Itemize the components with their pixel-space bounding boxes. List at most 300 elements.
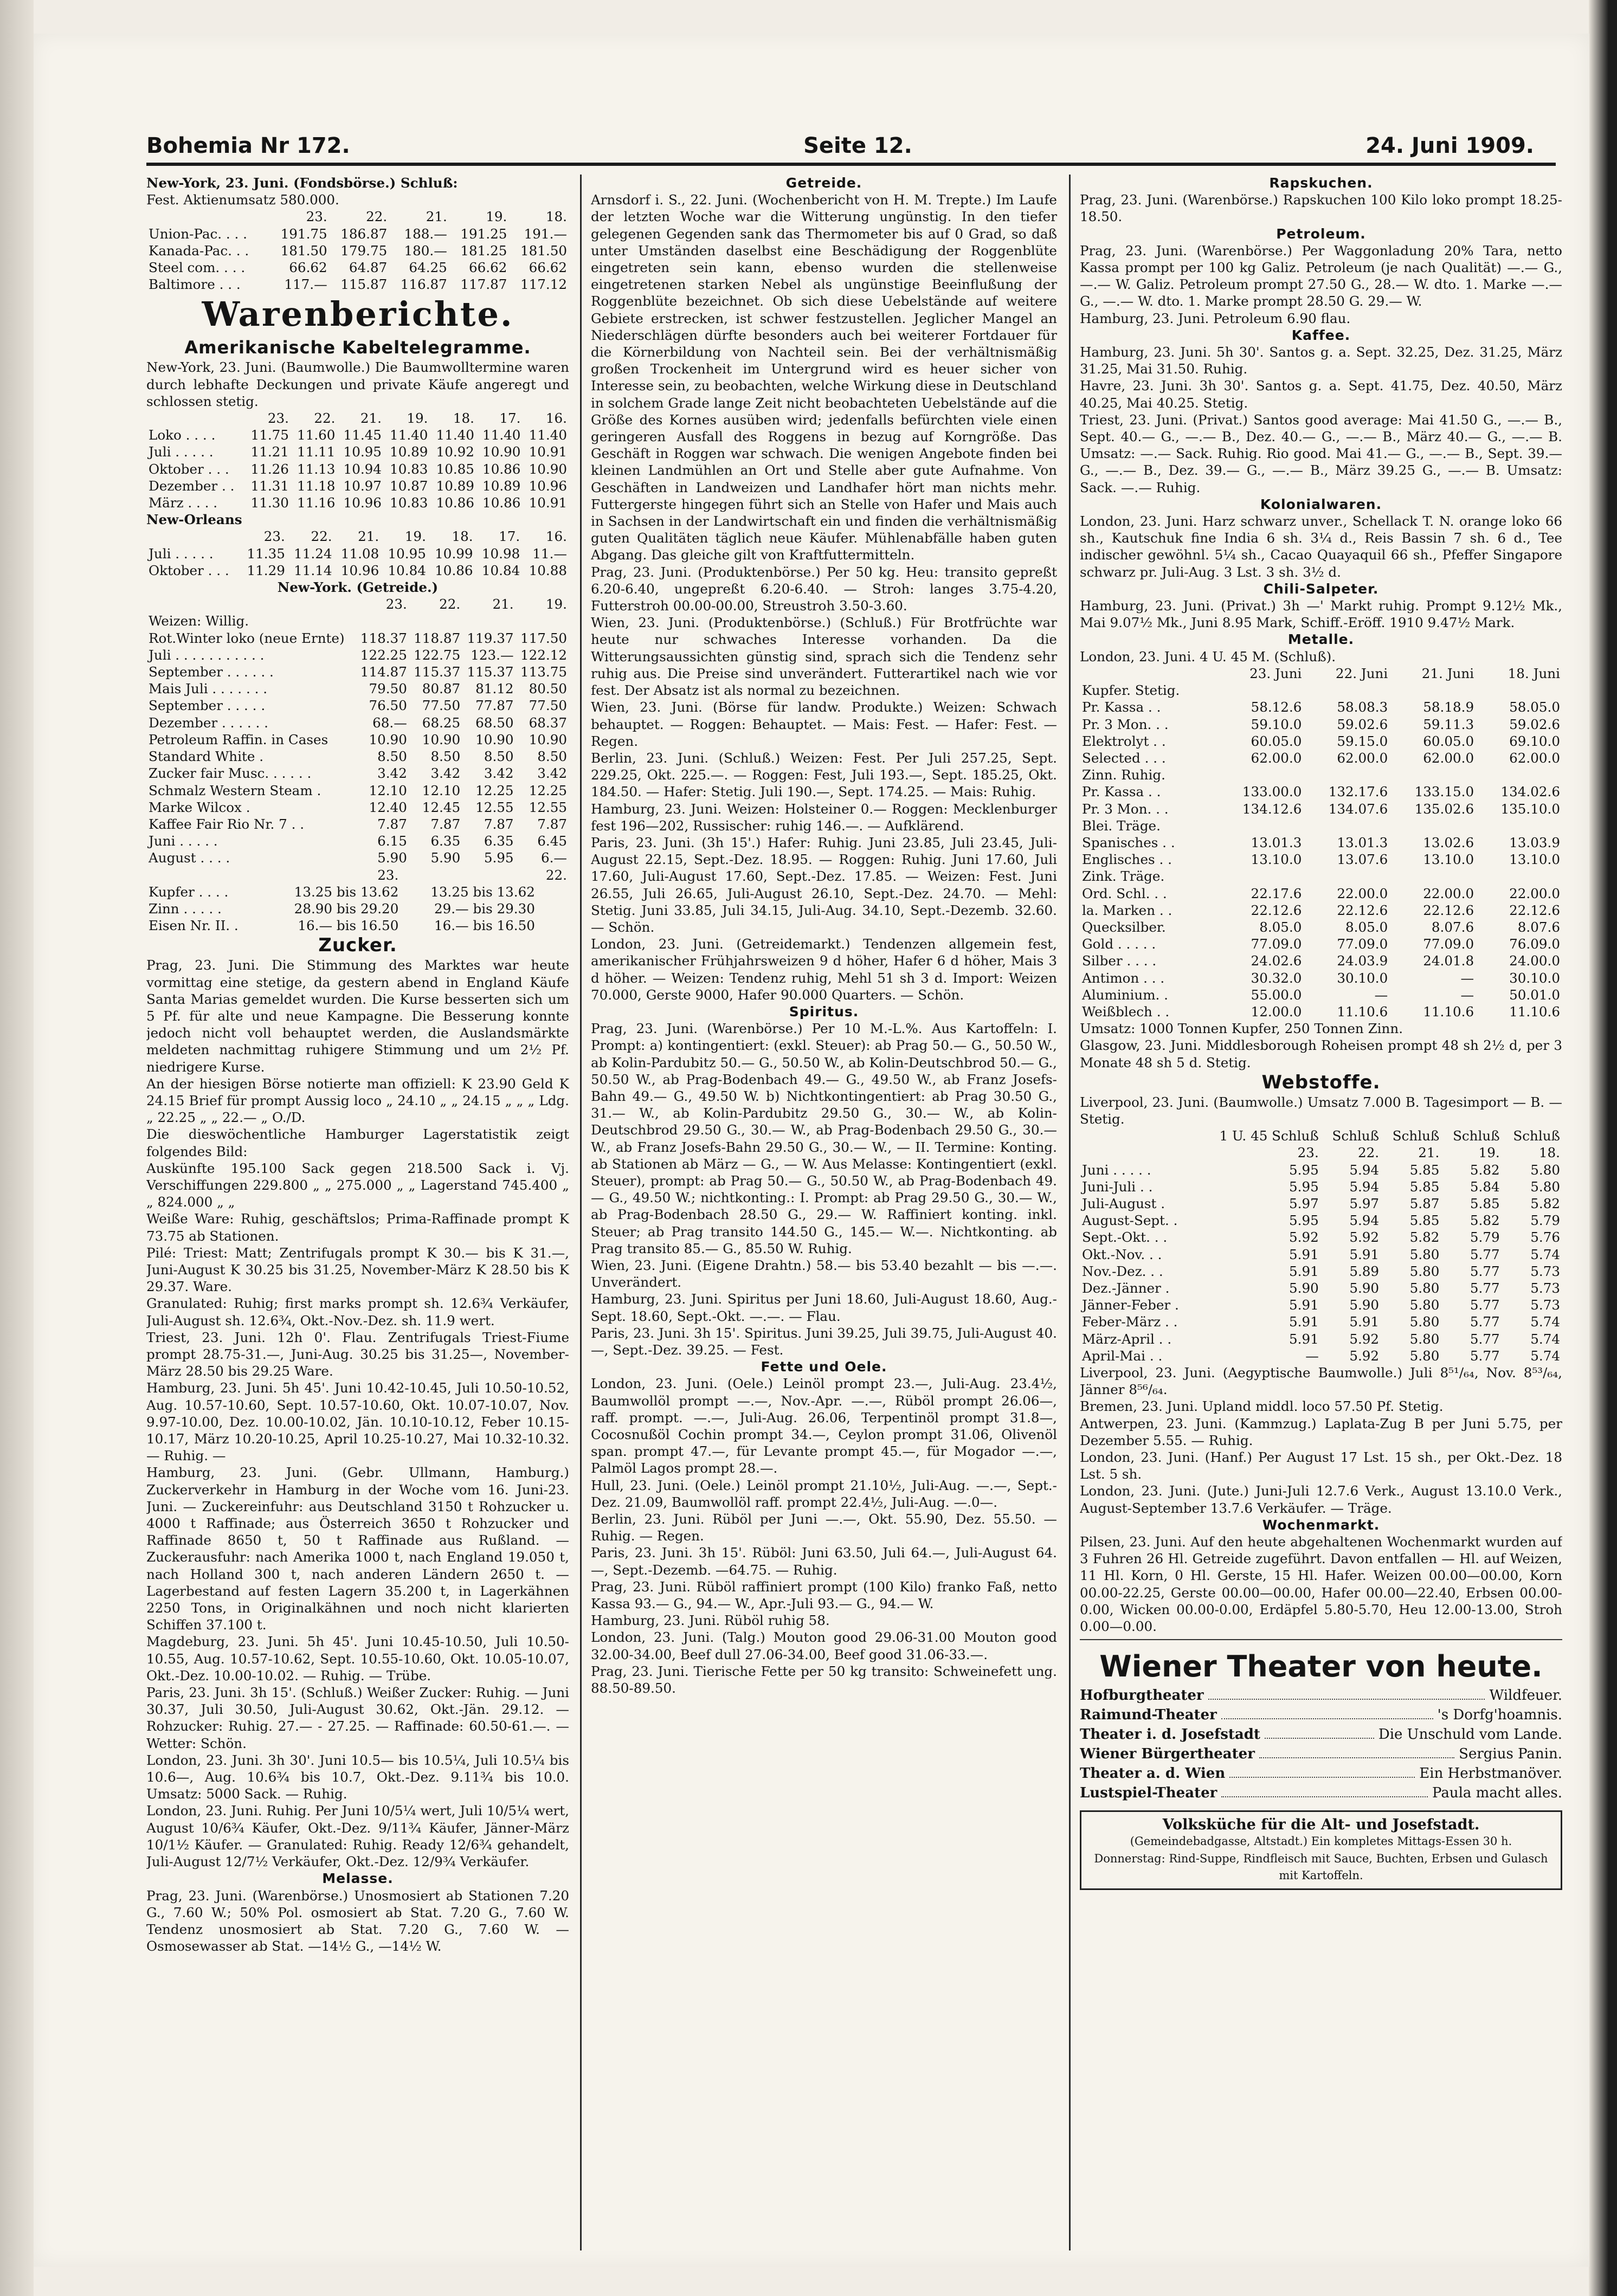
row-label: Juni . . . . . [1082, 1162, 1151, 1178]
table-cell: 76.50 [369, 698, 407, 714]
table-row [146, 259, 569, 276]
table-cell: 10.97 [343, 478, 382, 494]
row-label: Oktober . . . [149, 461, 229, 477]
table-cell: 117.12 [520, 276, 567, 293]
table-row [146, 242, 569, 259]
paragraph: Hamburg, 23. Juni. Petroleum 6.90 flau. [1080, 310, 1351, 326]
table-cell: 5.80 [1409, 1314, 1440, 1330]
table-cell: 12.55 [529, 799, 567, 815]
kaffee-paragraphs [1080, 344, 1562, 496]
table-head-row [1080, 1127, 1562, 1144]
table-cell: 30.10.0 [1509, 970, 1560, 986]
row-label: Dezember . . . . . . [149, 714, 268, 731]
theater-name: Hofburgtheater [1080, 1687, 1204, 1704]
row-label: Quecksilber. [1082, 919, 1166, 935]
table-cell: 5.74 [1530, 1246, 1560, 1262]
table-cell: 8.05.0 [1259, 919, 1302, 935]
table-head-cell [1080, 1144, 1199, 1161]
table-cell: 62.00.0 [1423, 750, 1474, 766]
table-cell: 55.00.0 [1251, 986, 1302, 1003]
table-row [146, 714, 569, 731]
row-label: Pr. 3 Mon. . . [1082, 801, 1169, 817]
table-cell: 6.15 [377, 833, 407, 849]
leader-dots [1265, 1725, 1374, 1739]
table-cell: 77.09.0 [1423, 936, 1474, 952]
table-cell: 22.12.6 [1337, 902, 1388, 918]
table-cell: 80.50 [529, 681, 567, 697]
table-cell: 3.42 [484, 765, 514, 782]
table-cell: 10.87 [390, 478, 428, 494]
column-divider [1069, 175, 1071, 2250]
table-cell: 5.74 [1530, 1331, 1560, 1347]
table-row [146, 427, 569, 443]
table-cell: 22.12.6 [1423, 902, 1474, 918]
table-cell: 10.95 [388, 545, 426, 562]
table-cell: 22.12.6 [1509, 902, 1560, 918]
table-cell: 5.91 [1289, 1297, 1319, 1313]
theater-name: Theater i. d. Josefstadt [1080, 1726, 1260, 1743]
paragraph: Prag, 23. Juni. (Warenbörse.) Per Waggonladung 20% Tara, netto Kassa prompt per 100 kg Galiz. Petroleum (je nach Qualität) —.— G., —.— W. Galiz. Petroleum prompt 27.50 G., 28.— W. dto. 1. Marke —.— G., —.— W. dto. 1. Marke prompt 28.50 G. 29.— W. [1080, 242, 1562, 309]
table-cell: 5.85 [1409, 1178, 1440, 1195]
table-row [1080, 986, 1562, 1003]
table-head-cell: 23. [377, 867, 399, 883]
table-cell: 24.01.8 [1423, 953, 1474, 969]
table-row [1080, 1280, 1562, 1297]
table-cell [1218, 817, 1304, 834]
table-head-cell: 16. [545, 410, 567, 427]
kolonial-paragraph: London, 23. Juni. Harz schwarz unver., Schellack T. N. orange loko 66 sh., Kautschuk fine India 6 sh. 3¼ d., Reis Bassin 7 sh. 6 d., Tee indischer gewöhnl. 5¼ sh., Cacao Quayaquil 66 sh., Pfeffer Singapore schwarz pr. Juli-Aug. 3 Lst. 3 sh. 3½ d. [1080, 513, 1562, 580]
theater-name: Theater a. d. Wien [1080, 1765, 1226, 1782]
table-cell: 5.97 [1349, 1195, 1380, 1211]
table-head-cell: 21. [1418, 1145, 1440, 1161]
paragraph: London, 23. Juni. 3h 30'. Juni 10.5— bis 10.5¼, Juli 10.5¼ bis 10.6—, Aug. 10.6¾ bis 10.7, Okt.-Dez. 9.11¾ bis 10.0. Umsatz: 5000 Sack. — Ruhig. [146, 1752, 569, 1802]
table-cell: 12.25 [475, 782, 514, 798]
table-row [146, 917, 569, 934]
table-cell: 12.40 [369, 799, 407, 815]
paragraph: London, 23. Juni. (Talg.) Mouton good 29.06-31.00 Mouton good 32.00-34.00, Beef dull 27.06-34.00, Beef good 31.06-33.—. [591, 1629, 1057, 1662]
section-title-rapskuchen: Rapskuchen. [1269, 175, 1373, 191]
leader-dots [1229, 1764, 1415, 1778]
paragraph: London, 23. Juni. Ruhig. Per Juni 10/5¼ wert, Juli 10/5¼ wert, August 10/6¾ Käufer, Okt.-Dez. 9/11¾ Käufer, Jänner-März 10/1½ Käufer. — Granulated: Ruhig. Ready 12/6¾ gehandelt, Juli-August 12/7½ Verkäufer, Okt.-Dez. 12/9¾ Verkäufer. [146, 1803, 569, 1870]
table-cell: 5.95 [1289, 1162, 1319, 1178]
table-cell: 81.12 [475, 681, 514, 697]
table-cell: 5.90 [377, 850, 407, 866]
paragraph: London, 23. Juni. (Oele.) Leinöl prompt 23.—, Juli-Aug. 23.4½, Baumwollöl prompt —.—, Nov.-Apr. —.—, Rüböl prompt 26.06—, raff. prompt. —.—, Juli-Aug. 26.06, Terpentinöl prompt 31.8—, Cocosnußöl Cochin prompt 34.—, Ceylon prompt 31.06, Olivenöl span. prompt 47.—, für Levante prompt 45.—, für Mogador —.—, Palmöl Lagos prompt 28.—. [591, 1376, 1057, 1476]
table-cell: — [1305, 1347, 1319, 1364]
table-cell [356, 612, 409, 629]
zucker-paragraphs [146, 957, 569, 1870]
table-cell: 188.— [404, 225, 447, 242]
table-cell: 11.— [532, 545, 567, 562]
table-row [146, 782, 569, 799]
table-cell: 10.89 [390, 444, 428, 460]
table-cell: 10.94 [343, 461, 382, 477]
row-label: Weizen: Willig. [149, 613, 249, 629]
paragraph: Paris, 23. Juni. (3h 15'.) Hafer: Ruhig. Juni 23.85, Juli 23.45, Juli-August 22.15, Sept.-Dez. 18.95. — Roggen: Ruhig. Juni 17.60, Juli 17.60, Juli-August 17.60, Sept.-Dez. 17.85. — Weizen: Fest. Juni 26.55, Juli 26.65, Juli-August 26.10, Sept.-Dez. 24.70. — Mehl: Stetig. Juni 33.85, Juli 34.15, Juli-Aug. 34.10, Sept.-Dezemb. 32.60. — Schön. [591, 834, 1057, 935]
webstoffe-paragraphs [1080, 1364, 1562, 1517]
table-cell: 5.94 [1349, 1178, 1380, 1195]
table-cell: 13.03.9 [1509, 834, 1560, 850]
table-cell: 77.87 [475, 698, 514, 714]
table-cell: 6.45 [537, 833, 567, 849]
melasse-paragraph: Prag, 23. Juni. (Warenbörse.) Unosmosiert ab Stationen 7.20 G., 7.60 W.; 50% Pol. osmosiert ab Stat. 7.20 G., 7.60 W. Tendenz unosmosiert ab Stat. 7.20 G., 7.60 W. — Osmosewasser ab Stat. —14½ G., —14½ W. [146, 1887, 569, 1955]
table-head-cell: 23. [267, 410, 289, 427]
paragraph: London, 23. Juni. (Hanf.) Per August 17 Lst. 15 sh., per Okt.-Dez. 18 Lst. 5 sh. [1080, 1449, 1562, 1482]
table-cell: 69.10.0 [1509, 733, 1560, 749]
table-cell: 10.96 [343, 495, 382, 511]
table-cell: 22.17.6 [1251, 885, 1302, 901]
section-title-webstoffe: Webstoffe. [1261, 1071, 1381, 1093]
table-cell: 133.15.0 [1414, 784, 1474, 800]
table-row [1080, 750, 1562, 766]
table-cell: 7.87 [484, 816, 514, 832]
table-cell: 59.10.0 [1251, 716, 1302, 732]
table-cell: — [1460, 970, 1474, 986]
table-row [1080, 1229, 1562, 1246]
table-cell: 30.32.0 [1251, 970, 1302, 986]
table-cell: 5.85 [1409, 1213, 1440, 1229]
row-label: Pr. Kassa . . [1082, 784, 1161, 800]
theater-row [1080, 1705, 1562, 1725]
table-cell: 10.89 [436, 478, 474, 494]
table-cell: 58.12.6 [1251, 699, 1302, 715]
grain-table [146, 596, 569, 866]
paragraph: Berlin, 23. Juni. (Schluß.) Weizen: Fest. Per Juli 257.25, Sept. 229.25, Okt. 225.—. — Roggen: Fest, Juli 193.—, Sept. 185.25, Okt. 184.50. — Hafer: Stetig. Juli 190.—, Sept. 174.25. — Mais: Ruhig. [591, 750, 1057, 800]
table-cell: 66.62 [289, 260, 327, 276]
row-label: Steel com. . . . [149, 260, 246, 276]
paragraph: Hamburg, 23. Juni. (Gebr. Ullmann, Hamburg.) Zuckerverkehr in Hamburg in der Woche vom 16. Juni-23. Juni. — Zuckereinfuhr: aus Deutschland 3150 t Rohzucker u. 4000 t Raffinade; aus Österreich 3650 t Rohzucker und Raffinade 8650 t, 50 t Raffinade aus Rußland. —Zuckerausfuhr: nach Amerika 1000 t, nach England 19.050 t, nach Holland 300 t, nach anderen Ländern 2650 t. — Lagerbestand auf festen Lagern 35.200 t, in Lagerkähnen 2250 Tons, in Originalkähnen und noch nicht klarierten Schiffen 37.100 t. [146, 1465, 569, 1633]
row-label: Rot.Winter loko (neue Ernte) [149, 630, 345, 646]
table-head-cell: 19. [1478, 1145, 1500, 1161]
table-cell: 10.84 [481, 562, 520, 578]
table-cell: 5.91 [1349, 1314, 1380, 1330]
table-cell: 10.90 [369, 731, 407, 747]
table-head-cell: Schluß [1453, 1128, 1500, 1144]
table-cell: 116.87 [400, 276, 447, 293]
row-label: Okt.-Nov. . . [1082, 1246, 1162, 1262]
table-cell: 64.25 [409, 260, 447, 276]
table-cell: 11.45 [343, 427, 382, 443]
table-head-cell: 19. [404, 528, 426, 545]
table-cell: 13.02.6 [1423, 834, 1474, 850]
paragraph: Paris, 23. Juni. 3h 15'. Rüböl: Juni 63.50, Juli 64.—, Juli-August 64.—, Sept.-Dezemb. —64.75. — Ruhig. [591, 1545, 1057, 1578]
table-cell: 5.95 [1289, 1213, 1319, 1229]
liverpool-intro: Liverpool, 23. Juni. (Baumwolle.) Umsatz 7.000 B. Tagesimport — B. — Stetig. [1080, 1094, 1562, 1127]
table-head-cell: 22. Juni [1335, 665, 1388, 681]
section-title-getreide: Getreide. [785, 175, 862, 191]
table-row [1080, 733, 1562, 750]
table-cell: 29.— bis 29.30 [434, 900, 535, 917]
table-cell: 11.30 [250, 495, 289, 511]
table-cell: 77.50 [529, 698, 567, 714]
table-cell: 13.07.6 [1337, 852, 1388, 868]
table-cell: 10.90 [529, 461, 567, 477]
table-cell: 5.97 [1289, 1195, 1319, 1211]
table-cell: 115.37 [414, 664, 461, 680]
table-cell: 66.62 [529, 260, 567, 276]
table-cell: 122.12 [520, 647, 567, 663]
table-cell: 10.90 [482, 444, 521, 460]
table-row [146, 276, 569, 293]
table-cell: 12.10 [369, 782, 407, 798]
paragraph: Triest, 23. Juni. (Privat.) Santos good average: Mai 41.50 G., —.— B., Sept. 40.— G., —.— B., Dez. 40.— G., —.— B., März 40.— G., —.— B. Umsatz: —.— Sack. Ruhig. Rio good. Mai 41.— G., —.— B., Sept. 39.— G., —.— B., Dez. 39.— G., —.— B., März 39.25 G., —.— B. Umsatz: Sack. —.— Ruhig. [1080, 411, 1562, 495]
table-cell: 8.50 [484, 749, 514, 765]
theater-row [1080, 1764, 1562, 1783]
header-right: 24. Juni 1909. [1365, 133, 1534, 158]
table-cell: 115.87 [340, 276, 388, 293]
table-cell: 5.77 [1470, 1331, 1500, 1347]
paragraph: Prag, 23. Juni. Rüböl raffiniert prompt (100 Kilo) franko Faß, netto Kassa 93.— G., 94.— W., Apr.-Juli 93.— G., 94.— W. [591, 1578, 1057, 1612]
table-row [1080, 1212, 1562, 1229]
table-cell: 11.10.6 [1337, 1003, 1388, 1020]
table-cell: 3.42 [377, 765, 407, 782]
row-label: Zinn . . . . . [149, 900, 222, 917]
row-label: Marke Wilcox . [149, 799, 250, 815]
table-cell: 13.01.3 [1337, 834, 1388, 850]
table-row [1080, 885, 1562, 902]
table-cell: 5.77 [1470, 1280, 1500, 1296]
table-cell: 11.40 [436, 427, 474, 443]
row-label: la. Marken . . [1082, 902, 1173, 918]
table-cell: 8.07.6 [1517, 919, 1560, 935]
table-row [146, 225, 569, 242]
table-cell: 5.92 [1349, 1229, 1380, 1246]
theater-list [1080, 1686, 1562, 1803]
table-cell: 5.92 [1349, 1347, 1380, 1364]
leader-dots [1221, 1705, 1433, 1719]
table-row [146, 849, 569, 866]
fette-paragraphs [591, 1375, 1057, 1697]
paragraph: Prag, 23. Juni. (Produktenbörse.) Per 50 kg. Heu: transito gepreßt 6.20-6.40, ungepreßt 6.20-6.40. — Stroh: langes 3.75-4.20, Futterstroh 00.00-00.00, Streustroh 3.50-3.60. [591, 564, 1057, 614]
table-cell: 11.40 [529, 427, 567, 443]
table-cell: 28.90 bis 29.20 [294, 900, 399, 917]
scan-edge-right [1589, 0, 1617, 2296]
table-cell: 11.24 [294, 545, 332, 562]
column-2 [591, 175, 1057, 2250]
table-cell: 5.90 [1349, 1280, 1380, 1296]
divider-rule [1080, 1639, 1562, 1640]
table-head-cell: 23. [263, 528, 285, 545]
table-row [146, 630, 569, 647]
play-title: Paula macht alles. [1432, 1785, 1562, 1802]
table-cell: 8.50 [377, 749, 407, 765]
table-cell: 123.— [471, 647, 514, 663]
paragraph: Hamburg, 23. Juni. 5h 30'. Santos g. a. Sept. 32.25, Dez. 31.25, März 31.25, Mai 31.50. Ruhig. [1080, 344, 1562, 377]
table-cell: 59.02.6 [1509, 716, 1560, 732]
section-title-melasse: Melasse. [322, 1871, 394, 1887]
table-head-cell: 19. [407, 410, 428, 427]
table-cell: 10.91 [529, 495, 567, 511]
orleans-label: New-Orleans [146, 512, 242, 528]
table-cell: 11.26 [250, 461, 289, 477]
table-cell [1304, 868, 1390, 885]
paragraph: Weiße Ware: Ruhig, geschäftslos; Prima-Raffinade prompt K 73.75 ab Stationen. [146, 1211, 569, 1244]
table-cell: 10.95 [343, 444, 382, 460]
paragraph: Pilé: Triest: Matt; Zentrifugals prompt K 30.— bis K 31.—, Juni-August K 30.25 bis 31.25, November-März K 28.50 bis K 29.37. Ware. [146, 1244, 569, 1295]
table-cell: 62.00.0 [1509, 750, 1560, 766]
paragraph: Hamburg, 23. Juni. Spiritus per Juni 18.60, Juli-August 18.60, Aug.-Sept. 18.60, Sept.-Okt. —.—. — Flau. [591, 1291, 1057, 1324]
ny-stock-line2: Fest. Aktienumsatz 580.000. [146, 192, 339, 208]
table-head-cell: Schluß [1332, 1128, 1380, 1144]
table-cell: 66.62 [468, 260, 507, 276]
table-cell [1390, 868, 1476, 885]
row-label: Zinn. Ruhig. [1082, 767, 1165, 783]
table-cell: 5.77 [1470, 1314, 1500, 1330]
table-cell: 7.87 [430, 816, 461, 832]
table-cell: 76.09.0 [1509, 936, 1560, 952]
table-row [1080, 902, 1562, 919]
cotton-intro: New-York, 23. Juni. (Baumwolle.) Die Baumwolltermine waren durch lebhafte Deckungen und private Käufe angeregt und schlossen stetig. [146, 359, 569, 409]
table-cell: 12.55 [475, 799, 514, 815]
table-cell: 68.— [372, 714, 407, 731]
paragraph: Wien, 23. Juni. (Produktenbörse.) (Schluß.) Für Brotfrüchte war heute nur schwaches Interesse vorhanden. Da die Witterungsaussichten günstig sind, sprach sich die Tendenz sehr ruhig aus. Die Preise sind unverändert. Futterartikel nach wie vor fest. Der Absatz ist als normal zu bezeichnen. [591, 615, 1057, 699]
table-cell: 5.87 [1409, 1195, 1440, 1211]
row-label: Zucker fair Musc. . . . . . [149, 765, 312, 782]
table-cell: 62.00.0 [1337, 750, 1388, 766]
table-cell: 24.00.0 [1509, 953, 1560, 969]
table-row [146, 562, 569, 579]
petroleum-paragraphs [1080, 242, 1562, 327]
table-cell: 5.80 [1530, 1162, 1560, 1178]
table-cell [1476, 868, 1562, 885]
paragraph: Auskünfte 195.100 Sack gegen 218.500 Sack i. Vj. Verschiffungen 229.800 „ „ 275.000 „ „ Lagerstand 745.400 „ „ 824.000 „ „ [146, 1160, 569, 1210]
table-cell: 119.37 [467, 630, 514, 646]
table-cell: 5.77 [1470, 1347, 1500, 1364]
table-cell: 5.90 [1349, 1297, 1380, 1313]
table-row [1080, 716, 1562, 733]
table-cell: 5.77 [1470, 1297, 1500, 1313]
row-label: Juni-Juli . . [1082, 1178, 1153, 1195]
table-cell [1304, 817, 1390, 834]
table-cell: 10.85 [436, 461, 474, 477]
table-row [146, 461, 569, 478]
table-cell: 12.00.0 [1251, 1003, 1302, 1020]
row-label: März . . . . [149, 495, 218, 511]
table-row [1080, 936, 1562, 952]
row-label: Jänner-Feber . [1082, 1297, 1179, 1313]
volk-title: Volksküche für die Alt- und Josefstadt. [1162, 1816, 1480, 1834]
theater-name: Lustspiel-Theater [1080, 1785, 1217, 1802]
row-label: Kaffee Fair Rio Nr. 7 . . [149, 816, 305, 832]
wochenmarkt-paragraph: Pilsen, 23. Juni. Auf den heute abgehaltenen Wochenmarkt wurden auf 3 Fuhren 26 Hl. Getreide zugeführt. Davon entfallen — Hl. auf Weizen, 11 Hl. Korn, 0 Hl. Gerste, 15 Hl. Hafer. Weizen 00.00—00.00, Korn 00.00-22.25, Gerste 00.00—00.00, Hafer 00.00—22.40, Erbsen 00.00-0.00, Wicken 00.00-0.00, Erdäpfel 5.80-5.70, Heu 12.00-13.00, Stroh 0.00—0.00. [1080, 1534, 1562, 1635]
table-row [1080, 1263, 1562, 1280]
table-cell: 117.50 [520, 630, 567, 646]
table-cell: 64.87 [349, 260, 388, 276]
table-head-cell: 23. [1297, 1145, 1319, 1161]
table-cell: 10.89 [482, 478, 521, 494]
row-label: Juli-August . [1082, 1195, 1165, 1211]
table-head-cell: 18. [545, 209, 567, 225]
table-row [1080, 1195, 1562, 1212]
row-label: Pr. 3 Mon. . . [1082, 716, 1169, 732]
table-cell: 62.00.0 [1251, 750, 1302, 766]
table-cell: 10.88 [529, 562, 567, 578]
table-cell: 30.10.0 [1337, 970, 1388, 986]
table-cell [1390, 766, 1476, 783]
row-label: August-Sept. . [1082, 1213, 1178, 1229]
table-cell: 5.91 [1289, 1331, 1319, 1347]
table-row [146, 494, 569, 511]
table-cell: 5.94 [1349, 1162, 1380, 1178]
table-cell: 122.25 [360, 647, 407, 663]
play-title: Wildfeuer. [1489, 1687, 1562, 1704]
ny-stock-table [146, 208, 569, 293]
table-cell: 10.83 [390, 495, 428, 511]
table-cell: 5.76 [1530, 1229, 1560, 1246]
table-cell [462, 612, 516, 629]
table-row [146, 748, 569, 765]
row-label: Eisen Nr. II. . [149, 918, 239, 934]
table-cell: 181.25 [460, 242, 507, 259]
table-row [146, 663, 569, 680]
table-head-cell: 22. [439, 596, 461, 612]
table-cell: 5.77 [1470, 1263, 1500, 1279]
table-cell: 22.00.0 [1509, 885, 1560, 901]
section-title-chili: Chili-Salpeter. [1263, 581, 1379, 597]
table-cell [1476, 766, 1562, 783]
table-row [146, 900, 569, 917]
table-head-cell: 23. [306, 209, 327, 225]
table-cell: 58.08.3 [1337, 699, 1388, 715]
paragraph: Hamburg, 23. Juni. Rüböl ruhig 58. [591, 1613, 830, 1629]
table-cell: 10.86 [482, 495, 521, 511]
table-cell: 5.90 [430, 850, 461, 866]
scan-edge-left [0, 0, 34, 2296]
paragraph: Prag, 23. Juni. Die Stimmung des Marktes war heute vormittag eine stetige, da gestern abend in England Käufe Santa Marias gemeldet wurden. Die Kurse besserten sich um 5 Pf. für alte und neue Kampagne. Die Besserung konnte jedoch nicht voll behauptet werden, die Auslandsmärkte meldeten nachmittag ruhigere Stimmung und um 2½ Pf. niedrigere Kurse. [146, 957, 569, 1075]
table-head-cell: 21. [426, 209, 447, 225]
table-cell: 191.75 [280, 225, 327, 242]
table-cell: 7.87 [537, 816, 567, 832]
volk-line2: Donnerstag: Rind-Suppe, Rindfleisch mit Sauce, Buchten, Erbsen und Gulasch mit Kartoffeln. [1094, 1852, 1548, 1882]
row-label: August . . . . [149, 850, 230, 866]
section-subtitle-kabeltelegramme: Amerikanische Kabeltelegramme. [184, 337, 531, 358]
table-cell: 13.01.3 [1251, 834, 1302, 850]
table-row [146, 816, 569, 833]
table-cell: 5.80 [1409, 1331, 1440, 1347]
table-cell: 77.50 [422, 698, 461, 714]
section-title-fette: Fette und Oele. [761, 1359, 887, 1375]
table-cell: 5.80 [1530, 1178, 1560, 1195]
table-cell: 5.91 [1349, 1246, 1380, 1262]
row-label: Juli . . . . . [149, 444, 214, 460]
section-title-warenberichte: Warenberichte. [202, 294, 514, 334]
table-cell: 13.10.0 [1509, 852, 1560, 868]
paragraph: Wien, 23. Juni. (Börse für landw. Produkte.) Weizen: Schwach behauptet. — Roggen: Behauptet. — Mais: Fest. — Hafer: Fest. — Regen. [591, 699, 1057, 749]
table-cell: 68.25 [422, 714, 461, 731]
table-row [1080, 766, 1562, 783]
table-cell [1218, 868, 1304, 885]
section-title-kolonialwaren: Kolonialwaren. [1260, 496, 1382, 512]
table-cell: 10.99 [435, 545, 473, 562]
metalle-intro: London, 23. Juni. 4 U. 45 M. (Schluß). [1080, 648, 1336, 665]
theater-name: Raimund-Theater [1080, 1707, 1217, 1724]
row-label: April-Mai . . [1082, 1347, 1163, 1364]
table-cell: 11.40 [390, 427, 428, 443]
table-cell: — [1374, 986, 1388, 1003]
table-head-cell [1080, 1127, 1199, 1144]
page-header [146, 126, 1534, 158]
table-cell [1218, 682, 1304, 699]
paragraph: London, 23. Juni. (Getreidemarkt.) Tendenzen allgemein fest, amerikanischer Frühjahrsweizen 9 d höher, Hafer 6 d höher, Mais 3 d höher. — Weizen: Tendenz ruhig, Mehl 51 sh 3 d. Import: Weizen 70.000, Gerste 9000, Hafer 90.000 Quarters. — Schön. [591, 936, 1057, 1003]
table-cell: 10.98 [481, 545, 520, 562]
table-cell: 114.87 [360, 664, 407, 680]
paragraph: Magdeburg, 23. Juni. 5h 45'. Juni 10.45-10.50, Juli 10.50-10.55, Aug. 10.57-10.62, Sept. 10.55-10.60, Okt. 10.05-10.07, Okt.-Dez. 10.00-10.02. — Ruhig. — Trübe. [146, 1634, 569, 1684]
paragraph: Berlin, 23. Juni. Rüböl per Juni —.—, Okt. 55.90, Dez. 55.50. — Ruhig. — Regen. [591, 1511, 1057, 1544]
table-cell: 134.07.6 [1328, 801, 1388, 817]
getreide-paragraphs [591, 191, 1057, 1003]
table-head-cell: 21. [358, 528, 379, 545]
table-cell: 8.50 [537, 749, 567, 765]
